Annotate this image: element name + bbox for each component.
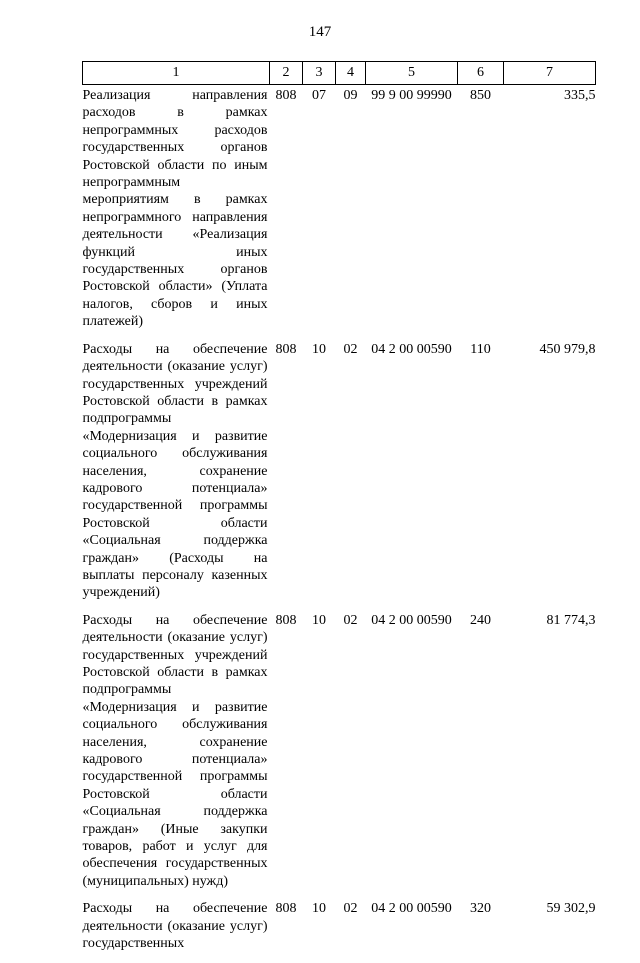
row-amount: 335,5 <box>564 88 596 103</box>
row-expense-type-code: 110 <box>470 341 491 357</box>
row-section-code: 07 <box>312 88 326 103</box>
row-description: Реализация направления расходов в рамках непрограммных расходов государственных органов Ростовской области по иным непрограммным мероприятиям в рамках непрограммного направления деятельности «Реализация функций иных государственных органов Ростовской области» (Уплата налогов, сборов и иных платежей) <box>82 88 268 330</box>
row-expense-type-code: 850 <box>470 88 491 103</box>
header-row <box>83 62 596 85</box>
row-subsection-code: 02 <box>343 341 358 357</box>
row-section-code: 10 <box>312 612 326 628</box>
row-target-item-code: 04 2 00 00590 <box>371 612 452 628</box>
row-target-item-code: 04 2 00 00590 <box>371 901 452 917</box>
row-description: Расходы на обеспечение деятельности (оказание услуг) государственных учреждений Ростовской области в рамках подпрограммы «Модернизация и развитие социального обслуживания населения, сохранение кадрового потенциала» государственной программы Ростовской области «Социальная поддержка граждан» (Иные закупки товаров, работ и услуг для обеспечения государственных (муниципальных) нужд) <box>82 612 268 889</box>
table-row <box>83 900 596 962</box>
row-ministry-code: 808 <box>275 612 297 628</box>
row-expense-type-code: 240 <box>470 612 491 628</box>
row-target-item-code: 99 9 00 99990 <box>371 88 452 103</box>
header-col-4: 4 <box>336 62 366 85</box>
row-amount: 59 302,9 <box>546 901 596 917</box>
header-col-1: 1 <box>83 62 270 85</box>
header-col-6: 6 <box>458 62 504 85</box>
row-ministry-code: 808 <box>275 88 297 103</box>
table-row <box>83 612 596 901</box>
header-col-5: 5 <box>366 62 458 85</box>
row-amount: 450 979,8 <box>539 341 596 357</box>
row-ministry-code: 808 <box>275 341 297 357</box>
row-description: Расходы на обеспечение деятельности (оказание услуг) государственных <box>82 901 268 952</box>
row-ministry-code: 808 <box>275 901 297 917</box>
row-amount: 81 774,3 <box>546 612 596 628</box>
row-subsection-code: 09 <box>343 88 358 103</box>
row-target-item-code: 04 2 00 00590 <box>371 341 452 357</box>
row-subsection-code: 02 <box>343 612 358 628</box>
page-number: 147 <box>308 24 332 40</box>
table-row <box>83 341 596 612</box>
row-description: Расходы на обеспечение деятельности (оказание услуг) государственных учреждений Ростовской области в рамках подпрограммы «Модернизация и развитие социального обслуживания населения, сохранение кадрового потенциала» государственной программы Ростовской области «Социальная поддержка граждан» (Расходы на выплаты персоналу казенных учреждений) <box>82 341 268 601</box>
row-subsection-code: 02 <box>343 901 358 917</box>
row-section-code: 10 <box>312 901 326 917</box>
header-col-2: 2 <box>270 62 303 85</box>
header-col-7: 7 <box>504 62 596 85</box>
row-expense-type-code: 320 <box>470 901 491 917</box>
header-col-3: 3 <box>303 62 336 85</box>
budget-table <box>82 61 596 963</box>
table-row <box>83 85 596 341</box>
row-section-code: 10 <box>312 341 326 357</box>
